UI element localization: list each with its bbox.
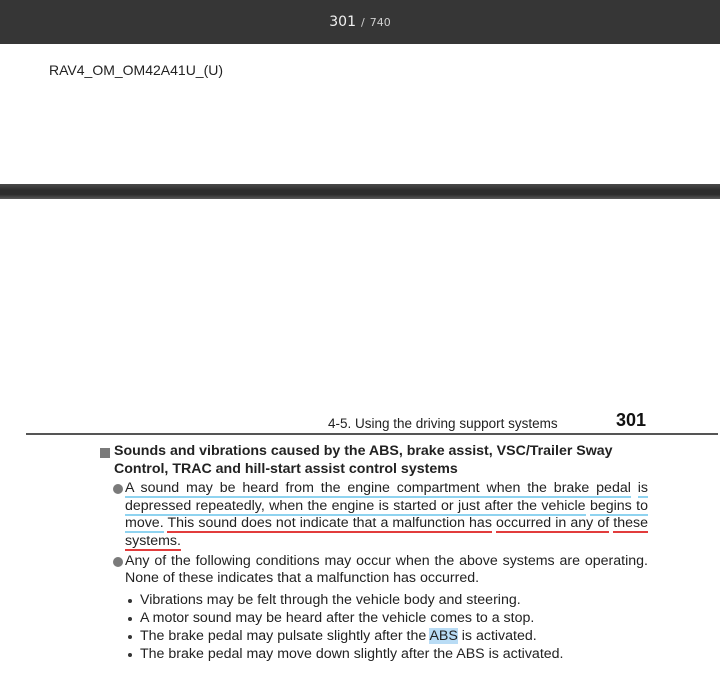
bullet-item-sound	[100, 480, 648, 550]
list-item-text-pre: The brake pedal may pulsate slightly after the	[140, 627, 430, 644]
square-bullet-icon	[100, 448, 110, 458]
previous-page-doc-id: RAV4_OM_OM42A41U_(U)	[49, 62, 224, 78]
list-item	[126, 592, 648, 610]
list-item-text: Vibrations may be felt through the vehicle body and steering.	[140, 591, 521, 608]
list-item	[126, 628, 648, 646]
annotated-text-red-2[interactable]: occurred in any of	[496, 515, 610, 532]
heading-text: Sounds and vibrations caused by the ABS, brake assist, VSC/Trailer Sway Control, TRAC and hill-start assist control systems	[114, 443, 613, 477]
annotated-text-red-3[interactable]: these systems.	[125, 515, 648, 549]
total-pages: 740	[369, 15, 391, 29]
page-number: 301	[616, 410, 647, 430]
annotated-text-red-1[interactable]: This sound does not indicate that a malfunction has	[167, 515, 492, 532]
page-header	[0, 404, 720, 434]
dot-bullet-icon	[128, 599, 132, 603]
list-item	[126, 610, 648, 628]
dot-bullet-icon	[128, 617, 132, 621]
page-separator: /	[361, 15, 365, 29]
bullet-item-conditions	[100, 553, 648, 588]
circle-bullet-icon	[113, 557, 123, 567]
annotated-text-blue-3[interactable]: begins to move.	[125, 497, 648, 532]
bullet-text: Any of the following conditions may occur when the above systems are operating. None of these indicates that a malfunction has occurred.	[125, 552, 648, 587]
dot-bullet-icon	[128, 653, 132, 657]
header-rule	[26, 433, 718, 435]
dot-bullet-icon	[128, 635, 132, 639]
section-title: 4-5. Using the driving support systems	[328, 416, 558, 431]
list-item-text: The brake pedal may move down slightly after the ABS is activated.	[140, 646, 564, 663]
page-indicator-bar	[0, 0, 720, 44]
current-page-number[interactable]: 301	[329, 14, 356, 30]
search-highlight[interactable]: ABS	[429, 627, 458, 644]
condition-list	[100, 592, 648, 664]
page-divider	[0, 184, 720, 199]
list-item-text-post: is activated.	[457, 627, 537, 644]
list-item	[126, 646, 648, 664]
section-heading	[100, 443, 648, 478]
annotated-text-blue-2[interactable]: is depressed repeatedly, when the engine is started or just after the vehicle	[125, 480, 648, 514]
annotated-text-blue-1[interactable]: A sound may be heard from the engine compartment when the brake pedal	[125, 480, 631, 497]
page-content	[100, 443, 648, 664]
list-item-text: A motor sound may be heard after the vehicle comes to a stop.	[140, 609, 535, 626]
circle-bullet-icon	[113, 484, 123, 494]
